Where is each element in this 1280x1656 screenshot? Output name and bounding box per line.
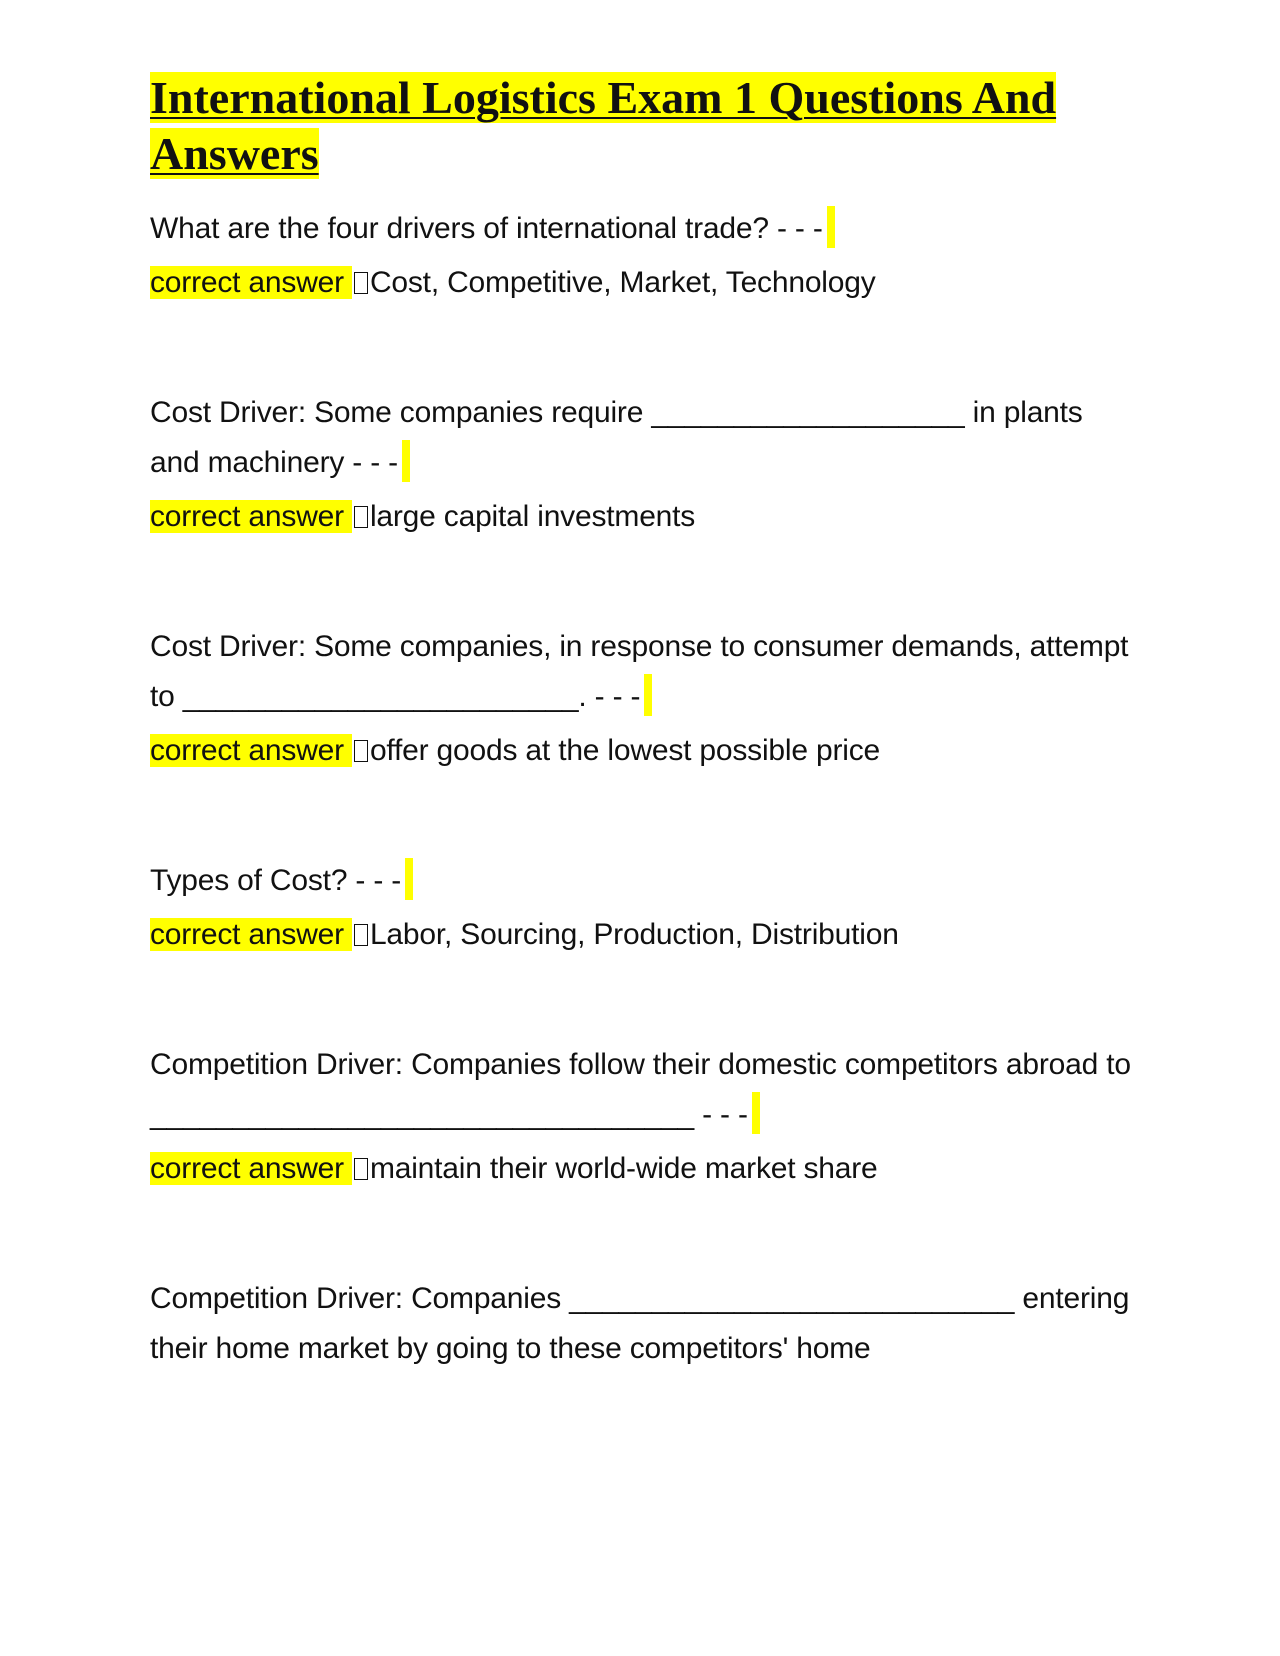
- question-text: What are the four drivers of international trade? - - -: [150, 204, 1140, 254]
- missing-glyph-icon: [354, 272, 368, 294]
- question-text: Competition Driver: Companies ___________________________ entering their home market by going to these competitors' home: [150, 1282, 1130, 1365]
- answer-text: Cost, Competitive, Market, Technology: [369, 266, 876, 299]
- qa-item: [150, 856, 1140, 960]
- answer-line: [150, 726, 1140, 776]
- question-text: Competition Driver: Companies follow their domestic competitors abroad to _________________________________ - - -: [150, 1040, 1140, 1140]
- answer-text: maintain their world-wide market share: [369, 1152, 878, 1185]
- qa-item: [150, 622, 1140, 776]
- answer-text: Labor, Sourcing, Production, Distribution: [369, 918, 899, 951]
- highlight-marker: [402, 440, 410, 482]
- answer-text: large capital investments: [369, 500, 696, 533]
- answer-line: [150, 492, 1140, 542]
- missing-glyph-icon: [354, 740, 368, 762]
- answer-label: correct answer: [150, 266, 352, 299]
- highlight-marker: [827, 206, 835, 248]
- qa-item: [150, 1040, 1140, 1194]
- missing-glyph-icon: [354, 506, 368, 528]
- highlight-marker: [405, 858, 413, 900]
- highlight-marker: [752, 1092, 760, 1134]
- question-text: Types of Cost? - - -: [150, 856, 1140, 906]
- missing-glyph-icon: [354, 1158, 368, 1180]
- answer-label: correct answer: [150, 1152, 352, 1185]
- answer-line: [150, 258, 1140, 308]
- answer-label: correct answer: [150, 500, 352, 533]
- answer-label: correct answer: [150, 918, 352, 951]
- answer-line: [150, 1144, 1140, 1194]
- document-title: International Logistics Exam 1 Questions And Answers: [150, 72, 1057, 179]
- qa-item: [150, 204, 1140, 308]
- answer-line: [150, 910, 1140, 960]
- missing-glyph-icon: [354, 924, 368, 946]
- document-page: [150, 70, 1140, 1374]
- answer-text: offer goods at the lowest possible price: [369, 734, 881, 767]
- qa-item: [150, 1274, 1140, 1374]
- question-text: Cost Driver: Some companies require ___________________ in plants and machinery - - -: [150, 388, 1140, 488]
- question-text: Cost Driver: Some companies, in response to consumer demands, attempt to ________________________. - - -: [150, 622, 1140, 722]
- answer-label: correct answer: [150, 734, 352, 767]
- highlight-marker: [644, 674, 652, 716]
- qa-item: [150, 388, 1140, 542]
